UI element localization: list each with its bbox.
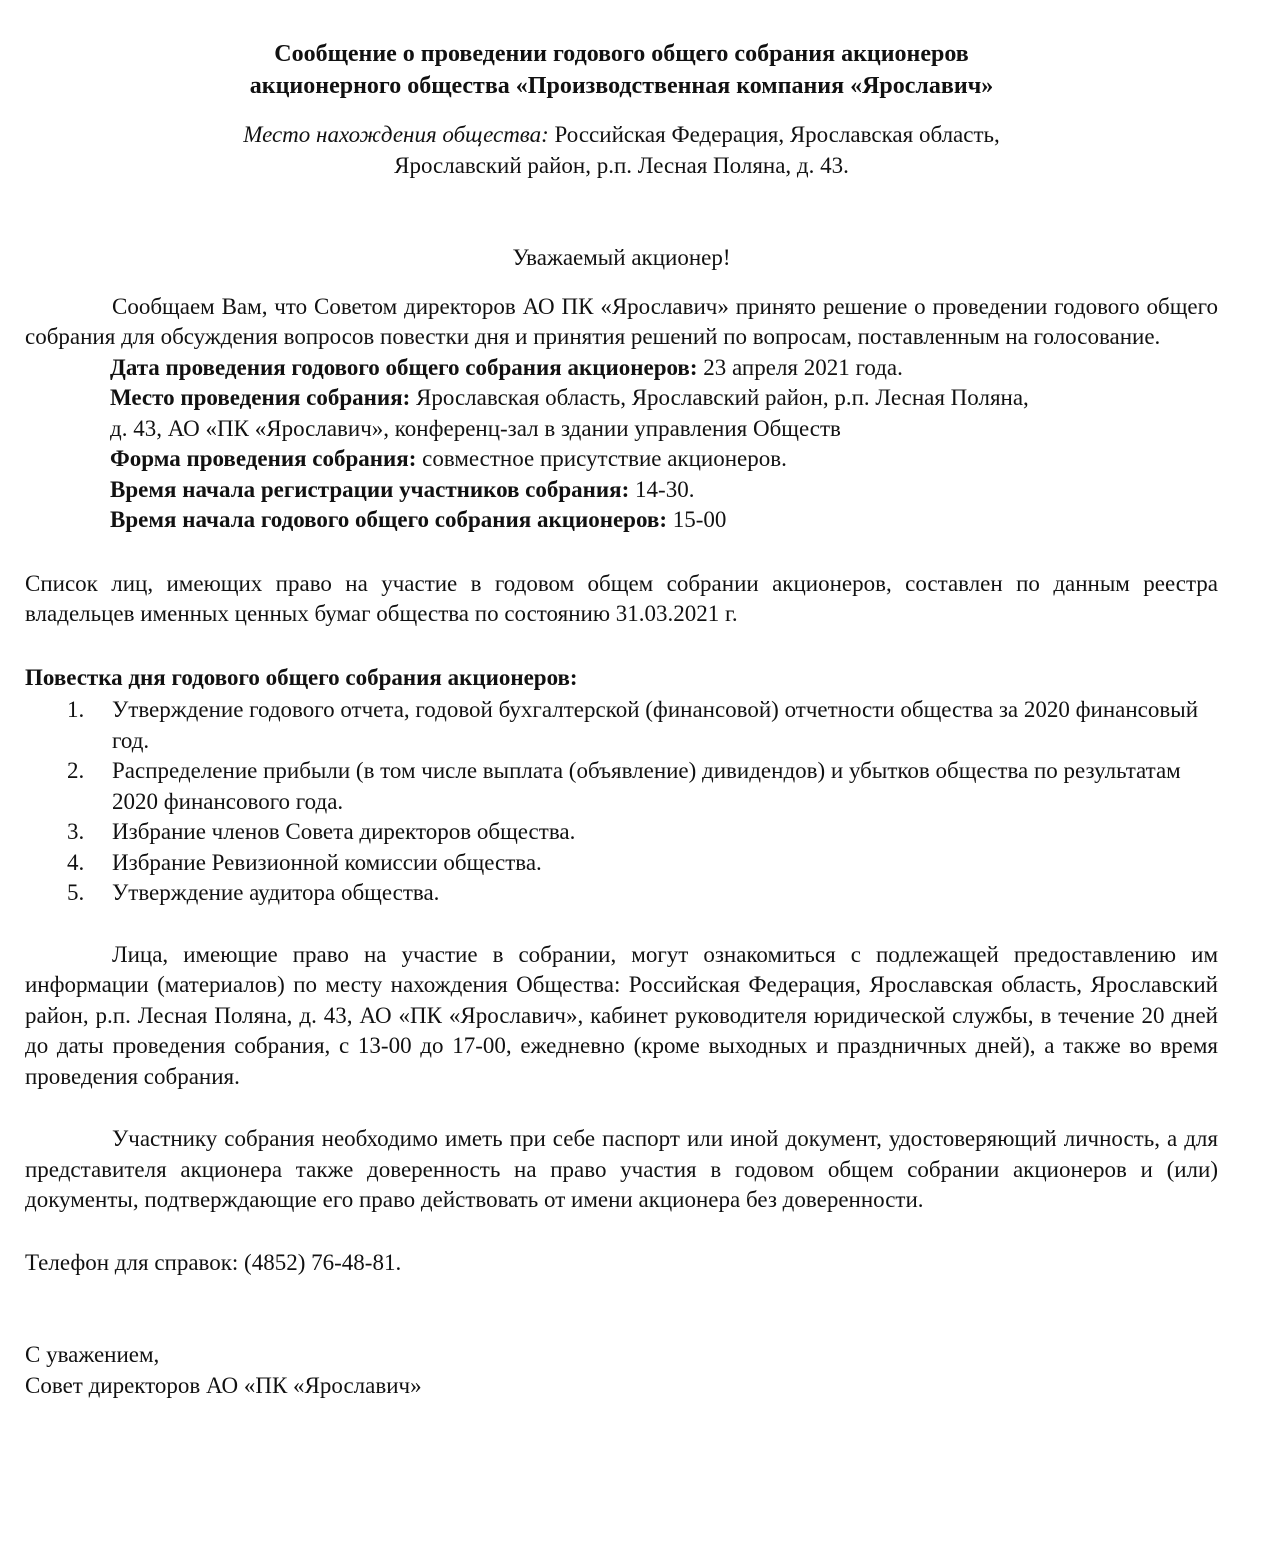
meeting-form-label: Форма проведения собрания: bbox=[110, 446, 417, 471]
title-line-2: акционерного общества «Производственная компания «Ярославич» bbox=[249, 73, 994, 99]
agenda-list bbox=[25, 695, 1218, 909]
meeting-start-time-value: 15-00 bbox=[666, 507, 727, 532]
meeting-date-label: Дата проведения годового общего собрания акционеров: bbox=[110, 354, 698, 380]
location-line-2: Ярославский район, р.п. Лесная Поляна, д. 43. bbox=[394, 152, 849, 178]
registration-time-label: Время начала регистрации участников собрания: bbox=[110, 476, 630, 502]
agenda-item-text: Утверждение аудитора общества. bbox=[112, 880, 440, 905]
agenda-item-text: Избрание членов Совета директоров общества. bbox=[112, 819, 576, 844]
registration-time-value: 14-30. bbox=[629, 476, 695, 502]
intro-paragraph: Сообщаем Вам, что Советом директоров АО ПК «Ярославич» принято решение о проведении годового общего собрания для обсуждения вопросов повестки дня и принятия решений по вопросам, поставленным на голосование. bbox=[25, 293, 1218, 349]
meeting-date bbox=[110, 353, 1218, 384]
materials-paragraph: Лица, имеющие право на участие в собрании, могут ознакомиться с подлежащей предоставлению им информации (материалов) по месту нахождения Общества: Российская Федерация, Ярославская область, Ярославский район, р.п. Лесная Поляна, д. 43, АО «ПК «Ярославич», кабинет руководителя юридической службы, в течение 20 дней до даты проведения собрания, с 13-00 до 17-00, ежедневно (кроме выходных и праздничных дней), а также во время проведения собрания. bbox=[25, 941, 1218, 1089]
agenda-item-text: Избрание Ревизионной комиссии общества. bbox=[112, 849, 542, 875]
agenda-item-number: 2. bbox=[67, 758, 85, 783]
agenda-item-text: Утверждение годового отчета, годовой бухгалтерской (финансовой) отчетности общества за 2020 финансовый год. bbox=[112, 697, 1198, 753]
document-header bbox=[25, 38, 1218, 181]
agenda-item-number: 1. bbox=[67, 697, 85, 722]
agenda-item bbox=[25, 756, 1218, 817]
participant-paragraph: Участнику собрания необходимо иметь при себе паспорт или иной документ, удостоверяющий личность, а для представителя акционера также доверенность на право участия в годовом общем собрании акционеров и (или) документы, подтверждающие его право действовать от имени акционера без доверенности. bbox=[25, 1126, 1218, 1212]
agenda-item bbox=[25, 878, 1218, 909]
agenda-item-text: Распределение прибыли (в том числе выплата (объявление) дивидендов) и убытков общества по результатам 2020 финансового года. bbox=[112, 758, 1181, 814]
agenda-item bbox=[25, 695, 1218, 756]
meeting-place bbox=[110, 383, 1218, 414]
shareholders-list-paragraph: Список лиц, имеющих право на участие в годовом общем собрании акционеров, составлен по данным реестра владельцев именных ценных бумаг общества по состоянию 31.03.2021 г. bbox=[25, 570, 1218, 626]
agenda-item bbox=[25, 848, 1218, 879]
meeting-place-value: Ярославская область, Ярославский район, р.п. Лесная Поляна, bbox=[410, 385, 1029, 410]
closing-salutation: С уважением, bbox=[25, 1342, 160, 1367]
meeting-start-time bbox=[110, 505, 1218, 536]
meeting-form-value: совместное присутствие акционеров. bbox=[416, 446, 787, 471]
agenda-item bbox=[25, 817, 1218, 848]
meeting-details bbox=[25, 353, 1218, 536]
meeting-place-continued: д. 43, АО «ПК «Ярославич», конференц-зал в здании управления Обществ bbox=[110, 415, 841, 441]
document-title bbox=[25, 38, 1218, 102]
meeting-place-label: Место проведения собрания: bbox=[110, 385, 411, 410]
agenda-item-number: 3. bbox=[67, 819, 85, 844]
meeting-date-value: 23 апреля 2021 года. bbox=[697, 354, 903, 380]
meeting-start-time-label: Время начала годового общего собрания акционеров: bbox=[110, 507, 667, 532]
registration-time bbox=[110, 475, 1218, 506]
location-label: Место нахождения общества: bbox=[243, 122, 549, 147]
document-page bbox=[25, 38, 1218, 1401]
location-line-1: Российская Федерация, Ярославская область, bbox=[554, 122, 1000, 147]
agenda-title: Повестка дня годового общего собрания акционеров: bbox=[25, 664, 578, 690]
signer: Совет директоров АО «ПК «Ярославич» bbox=[25, 1372, 422, 1398]
company-location bbox=[25, 120, 1218, 181]
greeting: Уважаемый акционер! bbox=[512, 245, 731, 270]
meeting-form bbox=[110, 444, 1218, 475]
title-line-1: Сообщение о проведении годового общего собрания акционеров bbox=[274, 41, 969, 67]
agenda-item-number: 5. bbox=[67, 880, 85, 905]
agenda-item-number: 4. bbox=[67, 849, 85, 875]
phone-line: Телефон для справок: (4852) 76-48-81. bbox=[25, 1249, 402, 1275]
